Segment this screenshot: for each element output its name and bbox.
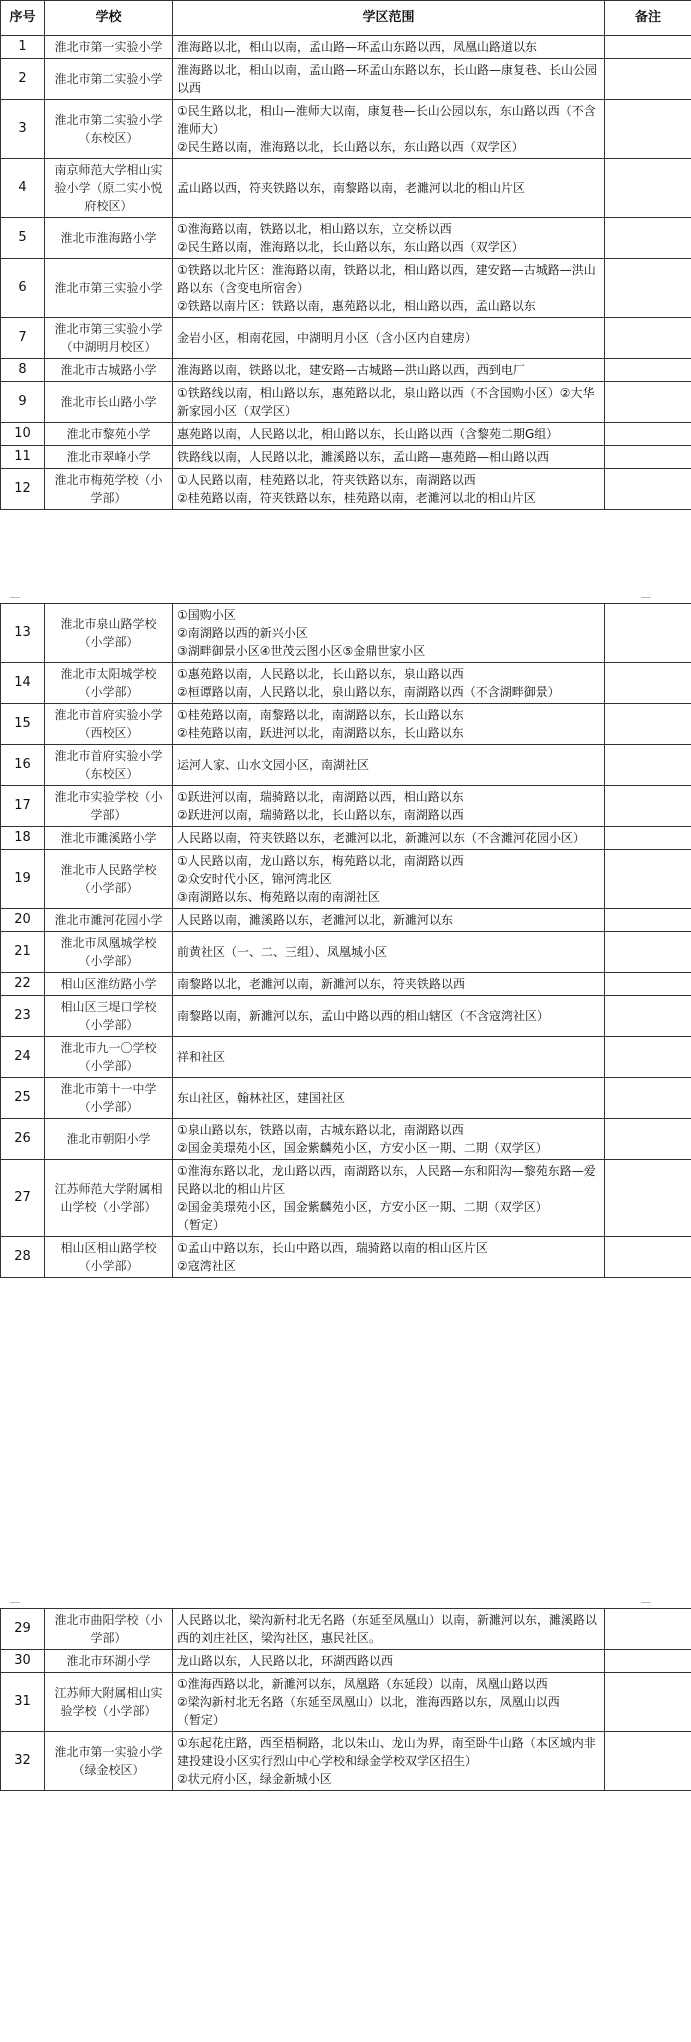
table-section-3	[0, 1608, 691, 1791]
row-number: 24	[1, 1037, 45, 1078]
header-zone: 学区范围	[173, 1, 605, 36]
row-number: 2	[1, 59, 45, 100]
row-note	[605, 469, 691, 510]
table-row	[1, 932, 691, 973]
row-number: 31	[1, 1673, 45, 1732]
district-range: 孟山路以西，符夹铁路以东，南黎路以南，老濉河以北的相山片区	[173, 159, 605, 218]
table-section-1	[0, 0, 691, 510]
page-corner-mark	[641, 1594, 651, 1603]
row-note	[605, 604, 691, 663]
district-range: ①民生路以北，相山—淮师大以南，康复巷—长山公园以东，东山路以西（不含淮师大） ②民生路以南，淮海路以北，长山路以东，东山路以西（双学区）	[173, 100, 605, 159]
row-note	[605, 59, 691, 100]
table-header-row	[1, 1, 691, 36]
row-note	[605, 850, 691, 909]
district-range: ①铁路以北片区：淮海路以南，铁路以北，相山路以西，建安路—古城路—洪山路以东（含变电所宿舍） ②铁路以南片区：铁路以南，惠苑路以北，相山路以西，孟山路以东	[173, 259, 605, 318]
district-range: ①国购小区 ②南湖路以西的新兴小区 ③湖畔御景小区④世茂云图小区⑤金鼎世家小区	[173, 604, 605, 663]
school-name: 淮北市环湖小学	[45, 1650, 173, 1673]
row-note	[605, 973, 691, 996]
district-range: ①跃进河以南，瑞骑路以北，南湖路以西，相山路以东 ②跃进河以南，瑞骑路以北，长山路以东，南湖路以西	[173, 786, 605, 827]
table-row	[1, 1160, 691, 1237]
row-note	[605, 1609, 691, 1650]
table-row	[1, 996, 691, 1037]
row-number: 16	[1, 745, 45, 786]
school-name: 淮北市泉山路学校（小学部）	[45, 604, 173, 663]
school-name: 淮北市第三实验小学（中湖明月校区）	[45, 318, 173, 359]
school-name: 淮北市曲阳学校（小学部）	[45, 1609, 173, 1650]
table-row	[1, 1609, 691, 1650]
table-row	[1, 604, 691, 663]
page-corner-mark	[10, 1594, 20, 1603]
district-range: 南黎路以北，老濉河以南，新濉河以东，符夹铁路以西	[173, 973, 605, 996]
school-name: 相山区相山路学校（小学部）	[45, 1237, 173, 1278]
table-row	[1, 704, 691, 745]
school-name: 淮北市第三实验小学	[45, 259, 173, 318]
district-range: 龙山路以东，人民路以北，环湖西路以西	[173, 1650, 605, 1673]
table-row	[1, 1673, 691, 1732]
district-range: ①孟山中路以东，长山中路以西，瑞骑路以南的相山区片区 ②寇湾社区	[173, 1237, 605, 1278]
row-number: 8	[1, 359, 45, 382]
row-number: 3	[1, 100, 45, 159]
row-note	[605, 1673, 691, 1732]
row-number: 22	[1, 973, 45, 996]
table-row	[1, 159, 691, 218]
row-note	[605, 382, 691, 423]
district-range: 淮海路以北，相山以南，孟山路—环孟山东路以东，长山路—康复巷、长山公园以西	[173, 59, 605, 100]
table-row	[1, 909, 691, 932]
row-note	[605, 827, 691, 850]
school-name: 淮北市第十一中学（小学部）	[45, 1078, 173, 1119]
school-name: 淮北市九一〇学校（小学部）	[45, 1037, 173, 1078]
district-range: 淮海路以南，铁路以北，建安路—古城路—洪山路以西，西到电厂	[173, 359, 605, 382]
row-number: 15	[1, 704, 45, 745]
row-note	[605, 1237, 691, 1278]
district-range: 人民路以南，符夹铁路以东，老濉河以北，新濉河以东（不含濉河花园小区）	[173, 827, 605, 850]
school-name: 淮北市首府实验小学（西校区）	[45, 704, 173, 745]
table-row	[1, 850, 691, 909]
row-note	[605, 318, 691, 359]
row-note	[605, 359, 691, 382]
row-note	[605, 909, 691, 932]
row-number: 10	[1, 423, 45, 446]
row-number: 32	[1, 1732, 45, 1791]
row-note	[605, 786, 691, 827]
district-range: 运河人家、山水文园小区，南湖社区	[173, 745, 605, 786]
row-number: 11	[1, 446, 45, 469]
table-row	[1, 382, 691, 423]
district-range: 南黎路以南，新濉河以东，孟山中路以西的相山辖区（不含寇湾社区）	[173, 996, 605, 1037]
table-row	[1, 1078, 691, 1119]
table-row	[1, 1650, 691, 1673]
school-name: 淮北市古城路小学	[45, 359, 173, 382]
school-name: 淮北市实验学校（小学部）	[45, 786, 173, 827]
table-row	[1, 359, 691, 382]
district-range: 祥和社区	[173, 1037, 605, 1078]
school-name: 淮北市首府实验小学（东校区）	[45, 745, 173, 786]
table-row	[1, 469, 691, 510]
district-range: ①惠苑路以南，人民路以北，长山路以东，泉山路以西 ②桓谭路以南，人民路以北，泉山路以东，南湖路以西（不含湖畔御景）	[173, 663, 605, 704]
row-note	[605, 932, 691, 973]
table-row	[1, 36, 691, 59]
row-note	[605, 1037, 691, 1078]
row-number: 9	[1, 382, 45, 423]
row-number: 13	[1, 604, 45, 663]
table-row	[1, 1037, 691, 1078]
row-note	[605, 1119, 691, 1160]
school-name: 淮北市梅苑学校（小学部）	[45, 469, 173, 510]
row-number: 1	[1, 36, 45, 59]
row-number: 6	[1, 259, 45, 318]
row-number: 12	[1, 469, 45, 510]
row-number: 27	[1, 1160, 45, 1237]
table-row	[1, 786, 691, 827]
page-corner-mark	[10, 589, 20, 598]
table-row	[1, 100, 691, 159]
row-note	[605, 36, 691, 59]
school-name: 淮北市第二实验小学	[45, 59, 173, 100]
page-break	[0, 585, 691, 605]
school-name: 江苏师范大学附属相山学校（小学部）	[45, 1160, 173, 1237]
row-number: 30	[1, 1650, 45, 1673]
district-range: ①桂苑路以南，南黎路以北，南湖路以东，长山路以东 ②桂苑路以南，跃进河以北，南湖路以东，长山路以东	[173, 704, 605, 745]
row-note	[605, 996, 691, 1037]
school-district-table-continued	[0, 603, 691, 1278]
table-row	[1, 973, 691, 996]
district-range: 淮海路以北，相山以南，孟山路—环孟山东路以西，凤凰山路道以东	[173, 36, 605, 59]
school-name: 淮北市濉溪路小学	[45, 827, 173, 850]
row-number: 23	[1, 996, 45, 1037]
table-row	[1, 259, 691, 318]
school-name: 江苏师大附属相山实验学校（小学部）	[45, 1673, 173, 1732]
row-number: 20	[1, 909, 45, 932]
row-note	[605, 218, 691, 259]
district-range: ①铁路线以南，相山路以东，惠苑路以北，泉山路以西（不含国购小区）②大华新家园小区（双学区）	[173, 382, 605, 423]
table-row	[1, 1237, 691, 1278]
table-row	[1, 446, 691, 469]
row-number: 26	[1, 1119, 45, 1160]
table-row	[1, 827, 691, 850]
district-range: ①淮海西路以北，新濉河以东，凤凰路（东延段）以南，凤凰山路以西 ②梁沟新村北无名路（东延至凤凰山）以北，淮海西路以东，凤凰山以西 （暂定）	[173, 1673, 605, 1732]
row-number: 17	[1, 786, 45, 827]
row-note	[605, 159, 691, 218]
row-note	[605, 663, 691, 704]
district-range: ①东起花庄路，西至梧桐路，北以朱山、龙山为界，南至卧牛山路（本区域内非建投建设小区实行烈山中心学校和绿金学校双学区招生） ②状元府小区，绿金新城小区	[173, 1732, 605, 1791]
row-number: 19	[1, 850, 45, 909]
row-note	[605, 100, 691, 159]
school-name: 淮北市黎苑小学	[45, 423, 173, 446]
row-number: 28	[1, 1237, 45, 1278]
table-row	[1, 318, 691, 359]
school-name: 淮北市第二实验小学（东校区）	[45, 100, 173, 159]
row-number: 4	[1, 159, 45, 218]
row-note	[605, 704, 691, 745]
school-name: 淮北市朝阳小学	[45, 1119, 173, 1160]
row-note	[605, 423, 691, 446]
district-range: ①人民路以南，桂苑路以北，符夹铁路以东，南湖路以西 ②桂苑路以南，符夹铁路以东，桂苑路以南，老濉河以北的相山片区	[173, 469, 605, 510]
table-row	[1, 663, 691, 704]
school-name: 淮北市人民路学校（小学部）	[45, 850, 173, 909]
table-row	[1, 1119, 691, 1160]
header-note: 备注	[605, 1, 691, 36]
row-note	[605, 1732, 691, 1791]
district-range: 前黄社区（一、二、三组）、凤凰城小区	[173, 932, 605, 973]
district-range: ①泉山路以东，铁路以南，古城东路以北，南湖路以西 ②国金美璟苑小区，国金紫麟苑小区，方安小区一期、二期（双学区）	[173, 1119, 605, 1160]
page-corner-mark	[641, 589, 651, 598]
district-range: 东山社区，翰林社区，建国社区	[173, 1078, 605, 1119]
page-break	[0, 1590, 691, 1610]
school-district-table	[0, 0, 691, 510]
school-name: 相山区淮纺路小学	[45, 973, 173, 996]
district-range: 铁路线以南，人民路以北，濉溪路以东，孟山路—惠苑路—相山路以西	[173, 446, 605, 469]
row-note	[605, 1078, 691, 1119]
row-number: 29	[1, 1609, 45, 1650]
table-row	[1, 59, 691, 100]
row-number: 14	[1, 663, 45, 704]
school-name: 淮北市第一实验小学	[45, 36, 173, 59]
district-range: 惠苑路以南，人民路以北，相山路以东，长山路以西（含黎苑二期G组）	[173, 423, 605, 446]
row-note	[605, 446, 691, 469]
header-school: 学校	[45, 1, 173, 36]
row-number: 25	[1, 1078, 45, 1119]
school-name: 淮北市长山路小学	[45, 382, 173, 423]
row-number: 18	[1, 827, 45, 850]
district-range: 人民路以北，梁沟新村北无名路（东延至凤凰山）以南，新濉河以东，濉溪路以西的刘庄社区，梁沟社区，惠民社区。	[173, 1609, 605, 1650]
school-name: 淮北市翠峰小学	[45, 446, 173, 469]
district-range: ①人民路以南，龙山路以东，梅苑路以北，南湖路以西 ②众安时代小区，锦河湾北区 ③南湖路以东、梅苑路以南的南湖社区	[173, 850, 605, 909]
school-name: 淮北市第一实验小学（绿金校区）	[45, 1732, 173, 1791]
school-name: 南京师范大学相山实验小学（原二实小悦府校区）	[45, 159, 173, 218]
district-range: ①淮海东路以北，龙山路以西，南湖路以东，人民路—东和阳沟—黎苑东路—爱民路以北的相山片区 ②国金美璟苑小区，国金紫麟苑小区，方安小区一期、二期（双学区） （暂定）	[173, 1160, 605, 1237]
row-number: 7	[1, 318, 45, 359]
school-name: 淮北市凤凰城学校（小学部）	[45, 932, 173, 973]
row-note	[605, 259, 691, 318]
row-note	[605, 1160, 691, 1237]
district-range: 人民路以南，濉溪路以东，老濉河以北，新濉河以东	[173, 909, 605, 932]
school-name: 淮北市淮海路小学	[45, 218, 173, 259]
district-range: ①淮海路以南，铁路以北，相山路以东，立交桥以西 ②民生路以南，淮海路以北，长山路以东，东山路以西（双学区）	[173, 218, 605, 259]
row-note	[605, 745, 691, 786]
row-note	[605, 1650, 691, 1673]
row-number: 5	[1, 218, 45, 259]
table-row	[1, 1732, 691, 1791]
table-section-2	[0, 603, 691, 1278]
table-row	[1, 218, 691, 259]
school-name: 淮北市濉河花园小学	[45, 909, 173, 932]
header-no: 序号	[1, 1, 45, 36]
district-range: 金岩小区，相南花园，中湖明月小区（含小区内自建房）	[173, 318, 605, 359]
row-number: 21	[1, 932, 45, 973]
table-row	[1, 423, 691, 446]
school-name: 淮北市太阳城学校（小学部）	[45, 663, 173, 704]
school-district-table-continued	[0, 1608, 691, 1791]
school-name: 相山区三堤口学校（小学部）	[45, 996, 173, 1037]
table-row	[1, 745, 691, 786]
